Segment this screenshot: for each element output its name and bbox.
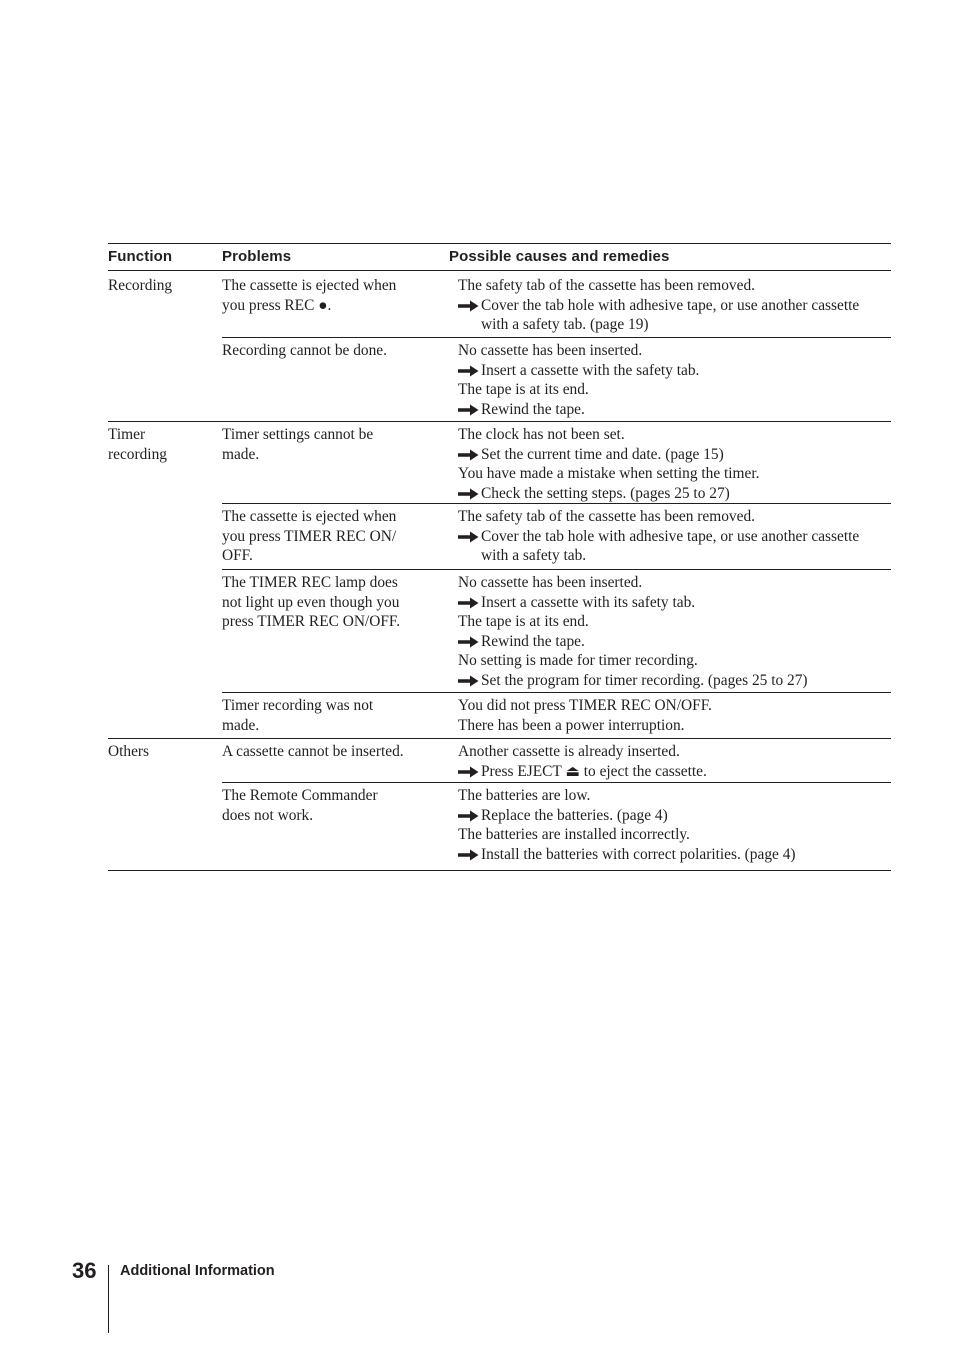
remedy-line: [458, 484, 888, 504]
problem-cell: Recording cannot be done.: [222, 342, 387, 359]
remedy-line: [458, 296, 888, 335]
causes-cell: [458, 341, 888, 419]
cause-line: No cassette has been inserted.: [458, 342, 643, 359]
causes-cell: [458, 742, 888, 781]
group-divider: [108, 421, 891, 422]
remedy-line: [458, 671, 888, 691]
cause-line: You did not press TIMER REC ON/OFF.: [458, 697, 712, 714]
remedy-text: Rewind the tape.: [481, 632, 585, 650]
causes-cell: [458, 786, 888, 864]
row-divider: [222, 337, 891, 338]
function-cell: Timer recording: [108, 426, 167, 463]
row-divider: [222, 782, 891, 783]
arrow-right-icon: [458, 449, 479, 461]
arrow-right-icon: [458, 675, 479, 687]
header-problems: Problems: [222, 248, 292, 265]
cause-line: No cassette has been inserted.: [458, 574, 643, 591]
remedy-line: [458, 400, 888, 420]
cause-line: Another cassette is already inserted.: [458, 743, 680, 760]
function-cell: Recording: [108, 277, 173, 294]
table-header-row: [108, 243, 891, 271]
causes-cell: [458, 276, 888, 335]
arrow-right-icon: [458, 365, 479, 377]
remedy-text: Cover the tab hole with adhesive tape, or use another cassette with a safety tab.: [481, 527, 860, 564]
arrow-right-icon: [458, 810, 479, 822]
remedy-line: [458, 762, 888, 782]
problem-cell: The Remote Commander does not work.: [222, 787, 378, 824]
cause-line: No setting is made for timer recording.: [458, 652, 698, 669]
row-divider: [222, 569, 891, 570]
footer-divider: [108, 1265, 109, 1333]
function-cell: Others: [108, 743, 150, 760]
causes-cell: [458, 425, 888, 503]
remedy-line: [458, 361, 888, 381]
remedy-line: [458, 845, 888, 865]
remedy-text: Replace the batteries. (page 4): [481, 806, 668, 824]
arrow-right-icon: [458, 597, 479, 609]
remedy-line: [458, 593, 888, 613]
remedy-line: [458, 527, 888, 566]
row-divider: [222, 503, 891, 504]
cause-line: The batteries are installed incorrectly.: [458, 826, 690, 843]
page-number: 36: [72, 1258, 97, 1283]
remedy-line: [458, 445, 888, 465]
cause-line: The safety tab of the cassette has been removed.: [458, 277, 755, 294]
causes-cell: [458, 696, 888, 735]
problem-cell: Timer recording was not made.: [222, 697, 374, 734]
remedy-line: [458, 806, 888, 826]
row-divider: [222, 692, 891, 693]
header-function: Function: [108, 248, 173, 265]
cause-line: You have made a mistake when setting the timer.: [458, 465, 760, 482]
causes-cell: [458, 573, 888, 690]
problem-cell: The cassette is ejected when you press TIMER REC ON/ OFF.: [222, 508, 397, 564]
remedy-text: Insert a cassette with the safety tab.: [481, 361, 700, 379]
arrow-right-icon: [458, 488, 479, 500]
causes-cell: [458, 507, 888, 566]
cause-line: There has been a power interruption.: [458, 716, 685, 734]
arrow-right-icon: [458, 636, 479, 648]
arrow-right-icon: [458, 849, 479, 861]
problem-cell: The TIMER REC lamp does not light up even though you press TIMER REC ON/OFF.: [222, 574, 401, 630]
remedy-text: Press EJECT ⏏ to eject the cassette.: [481, 762, 707, 780]
problem-cell: A cassette cannot be inserted.: [222, 743, 404, 760]
problem-cell: The cassette is ejected when you press REC ●.: [222, 277, 397, 314]
remedy-text: Check the setting steps. (pages 25 to 27): [481, 484, 730, 502]
problem-cell: Timer settings cannot be made.: [222, 426, 374, 463]
cause-line: The clock has not been set.: [458, 426, 625, 443]
footer-section-title: Additional Information: [120, 1263, 275, 1279]
remedy-text: Set the current time and date. (page 15): [481, 445, 724, 463]
arrow-right-icon: [458, 766, 479, 778]
remedy-text: Rewind the tape.: [481, 400, 585, 418]
cause-line: The safety tab of the cassette has been removed.: [458, 508, 755, 525]
group-divider: [108, 870, 891, 871]
remedy-line: [458, 632, 888, 652]
group-divider: [108, 738, 891, 739]
header-causes: Possible causes and remedies: [449, 248, 670, 265]
remedy-text: Install the batteries with correct polarities. (page 4): [481, 845, 796, 863]
remedy-text: Set the program for timer recording. (pages 25 to 27): [481, 671, 808, 689]
arrow-right-icon: [458, 404, 479, 416]
remedy-text: Insert a cassette with its safety tab.: [481, 593, 696, 611]
cause-line: The tape is at its end.: [458, 381, 589, 398]
arrow-right-icon: [458, 300, 479, 312]
arrow-right-icon: [458, 531, 479, 543]
cause-line: The tape is at its end.: [458, 613, 589, 630]
cause-line: The batteries are low.: [458, 787, 591, 804]
remedy-text: Cover the tab hole with adhesive tape, or use another cassette with a safety tab. (page 19): [481, 296, 860, 333]
